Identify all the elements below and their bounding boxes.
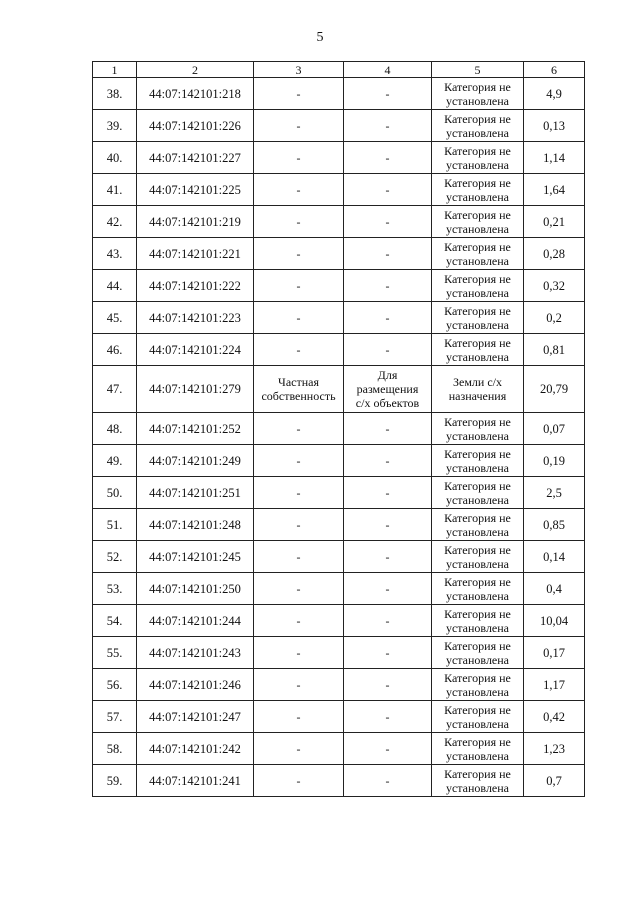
permitted-use-cell: - xyxy=(344,637,432,669)
cell-line: Частная xyxy=(278,375,319,389)
table-row xyxy=(93,334,585,366)
ownership-cell: - xyxy=(254,413,344,445)
ownership-cell: - xyxy=(254,334,344,366)
ownership-cell: - xyxy=(254,733,344,765)
ownership-cell: - xyxy=(254,110,344,142)
land-category-cell xyxy=(432,110,524,142)
land-category-cell xyxy=(432,701,524,733)
area-cell: 0,07 xyxy=(524,413,585,445)
cell-line: Категория не xyxy=(444,670,511,685)
table-row xyxy=(93,573,585,605)
row-number-cell: 59. xyxy=(93,765,137,797)
area-cell: 0,7 xyxy=(524,765,585,797)
row-number-cell: 42. xyxy=(93,206,137,238)
cell-line: размещения xyxy=(356,382,419,396)
land-category-cell xyxy=(432,669,524,701)
column-header: 2 xyxy=(137,62,254,78)
land-category-cell xyxy=(432,334,524,366)
cadastral-number-cell: 44:07:142101:241 xyxy=(137,765,254,797)
table-row xyxy=(93,366,585,413)
cadastral-number-cell: 44:07:142101:244 xyxy=(137,605,254,637)
cadastral-number-cell: 44:07:142101:247 xyxy=(137,701,254,733)
area-cell: 0,14 xyxy=(524,541,585,573)
row-number-cell: 38. xyxy=(93,78,137,110)
ownership-cell: - xyxy=(254,701,344,733)
row-number-cell: 40. xyxy=(93,142,137,174)
area-cell: 0,13 xyxy=(524,110,585,142)
column-header: 4 xyxy=(344,62,432,78)
table-row xyxy=(93,238,585,270)
cell-line: назначения xyxy=(448,389,507,403)
area-cell: 0,28 xyxy=(524,238,585,270)
ownership-cell: - xyxy=(254,669,344,701)
row-number-cell: 46. xyxy=(93,334,137,366)
cadastral-number-cell: 44:07:142101:227 xyxy=(137,142,254,174)
cell-line: установлена xyxy=(445,492,510,507)
cadastral-number-cell: 44:07:142101:243 xyxy=(137,637,254,669)
cadastral-number-cell: 44:07:142101:251 xyxy=(137,477,254,509)
land-category-cell xyxy=(432,174,524,206)
cell-line: Категория не xyxy=(444,303,511,318)
area-cell: 2,5 xyxy=(524,477,585,509)
ownership-cell: - xyxy=(254,238,344,270)
cell-line: Категория не xyxy=(444,239,511,254)
table-row xyxy=(93,509,585,541)
cell-line: Категория не xyxy=(444,271,511,286)
cell-line: установлена xyxy=(445,157,510,172)
land-category-cell xyxy=(432,302,524,334)
cadastral-number-cell: 44:07:142101:226 xyxy=(137,110,254,142)
land-plots-table xyxy=(92,61,585,797)
table-row xyxy=(93,765,585,797)
cell-line: Категория не xyxy=(444,510,511,525)
area-cell: 10,04 xyxy=(524,605,585,637)
row-number-cell: 54. xyxy=(93,605,137,637)
area-cell: 0,42 xyxy=(524,701,585,733)
permitted-use-cell: - xyxy=(344,206,432,238)
table-row xyxy=(93,733,585,765)
row-number-cell: 39. xyxy=(93,110,137,142)
cell-line: установлена xyxy=(445,125,510,140)
cell-line: Категория не xyxy=(444,446,511,461)
ownership-cell: - xyxy=(254,174,344,206)
cadastral-number-cell: 44:07:142101:250 xyxy=(137,573,254,605)
cell-line: установлена xyxy=(445,684,510,699)
cell-line: установлена xyxy=(445,317,510,332)
row-number-cell: 56. xyxy=(93,669,137,701)
cell-line: установлена xyxy=(445,556,510,571)
row-number-cell: 43. xyxy=(93,238,137,270)
area-cell: 4,9 xyxy=(524,78,585,110)
cadastral-number-cell: 44:07:142101:223 xyxy=(137,302,254,334)
cell-line: Категория не xyxy=(444,702,511,717)
ownership-cell: - xyxy=(254,302,344,334)
land-category-cell xyxy=(432,78,524,110)
land-category-cell xyxy=(432,541,524,573)
cell-line: Категория не xyxy=(444,143,511,158)
ownership-cell: - xyxy=(254,445,344,477)
land-category-cell xyxy=(432,445,524,477)
cell-line: Для xyxy=(377,368,398,382)
cell-line: установлена xyxy=(445,748,510,763)
table-row xyxy=(93,637,585,669)
cell-line: установлена xyxy=(445,189,510,204)
cell-line: Категория не xyxy=(444,207,511,222)
area-cell: 0,2 xyxy=(524,302,585,334)
cell-line: установлена xyxy=(445,588,510,603)
area-cell: 0,17 xyxy=(524,637,585,669)
cell-line: Категория не xyxy=(444,478,511,493)
ownership-cell: - xyxy=(254,78,344,110)
cell-line: установлена xyxy=(445,221,510,236)
cadastral-number-cell: 44:07:142101:219 xyxy=(137,206,254,238)
land-category-cell xyxy=(432,270,524,302)
land-category-cell xyxy=(432,509,524,541)
cadastral-number-cell: 44:07:142101:218 xyxy=(137,78,254,110)
cell-line: установлена xyxy=(445,620,510,635)
land-category-cell xyxy=(432,733,524,765)
cadastral-number-cell: 44:07:142101:248 xyxy=(137,509,254,541)
cell-line: Категория не xyxy=(444,638,511,653)
row-number-cell: 57. xyxy=(93,701,137,733)
cell-line: установлена xyxy=(445,716,510,731)
ownership-cell: - xyxy=(254,765,344,797)
table-row xyxy=(93,302,585,334)
land-category-cell xyxy=(432,366,524,413)
ownership-cell: - xyxy=(254,477,344,509)
ownership-cell: - xyxy=(254,206,344,238)
cell-line: Категория не xyxy=(444,335,511,350)
cadastral-number-cell: 44:07:142101:222 xyxy=(137,270,254,302)
cadastral-number-cell: 44:07:142101:242 xyxy=(137,733,254,765)
permitted-use-cell: - xyxy=(344,413,432,445)
cell-line: установлена xyxy=(445,428,510,443)
cell-line: Категория не xyxy=(444,111,511,126)
table-row xyxy=(93,142,585,174)
permitted-use-cell: - xyxy=(344,238,432,270)
page-number: 5 xyxy=(316,30,324,45)
permitted-use-cell: - xyxy=(344,733,432,765)
table-row xyxy=(93,541,585,573)
row-number-cell: 45. xyxy=(93,302,137,334)
permitted-use-cell: - xyxy=(344,142,432,174)
area-cell: 1,17 xyxy=(524,669,585,701)
area-cell: 20,79 xyxy=(524,366,585,413)
row-number-cell: 52. xyxy=(93,541,137,573)
land-category-cell xyxy=(432,142,524,174)
permitted-use-cell: - xyxy=(344,509,432,541)
permitted-use-cell: - xyxy=(344,701,432,733)
land-category-cell xyxy=(432,206,524,238)
cell-line: Категория не xyxy=(444,175,511,190)
row-number-cell: 58. xyxy=(93,733,137,765)
column-header: 6 xyxy=(524,62,585,78)
row-number-cell: 48. xyxy=(93,413,137,445)
permitted-use-cell xyxy=(344,366,432,413)
permitted-use-cell: - xyxy=(344,110,432,142)
permitted-use-cell: - xyxy=(344,765,432,797)
permitted-use-cell: - xyxy=(344,669,432,701)
column-header: 5 xyxy=(432,62,524,78)
land-category-cell xyxy=(432,765,524,797)
table-row xyxy=(93,445,585,477)
row-number-cell: 41. xyxy=(93,174,137,206)
ownership-cell: - xyxy=(254,573,344,605)
area-cell: 0,4 xyxy=(524,573,585,605)
permitted-use-cell: - xyxy=(344,270,432,302)
permitted-use-cell: - xyxy=(344,541,432,573)
land-category-cell xyxy=(432,605,524,637)
ownership-cell: - xyxy=(254,637,344,669)
cell-line: установлена xyxy=(445,285,510,300)
cell-line: установлена xyxy=(445,780,510,795)
row-number-cell: 53. xyxy=(93,573,137,605)
cell-line: с/х объектов xyxy=(355,396,420,410)
ownership-cell: - xyxy=(254,541,344,573)
cell-line: установлена xyxy=(445,524,510,539)
area-cell: 0,32 xyxy=(524,270,585,302)
cadastral-number-cell: 44:07:142101:252 xyxy=(137,413,254,445)
area-cell: 0,81 xyxy=(524,334,585,366)
row-number-cell: 47. xyxy=(93,366,137,413)
cell-line: Земли с/х xyxy=(452,375,502,389)
table-row xyxy=(93,477,585,509)
table-header-row xyxy=(93,62,585,78)
land-category-cell xyxy=(432,238,524,270)
area-cell: 1,64 xyxy=(524,174,585,206)
row-number-cell: 49. xyxy=(93,445,137,477)
cell-line: Категория не xyxy=(444,414,511,429)
land-category-cell xyxy=(432,573,524,605)
permitted-use-cell: - xyxy=(344,334,432,366)
table-row xyxy=(93,206,585,238)
table-row xyxy=(93,413,585,445)
row-number-cell: 50. xyxy=(93,477,137,509)
cell-line: установлена xyxy=(445,93,510,108)
area-cell: 1,23 xyxy=(524,733,585,765)
table-row xyxy=(93,270,585,302)
cell-line: установлена xyxy=(445,652,510,667)
cell-line: установлена xyxy=(445,460,510,475)
cadastral-number-cell: 44:07:142101:221 xyxy=(137,238,254,270)
cadastral-number-cell: 44:07:142101:225 xyxy=(137,174,254,206)
cell-line: установлена xyxy=(445,349,510,364)
column-header: 3 xyxy=(254,62,344,78)
cell-line: Категория не xyxy=(444,734,511,749)
cadastral-number-cell: 44:07:142101:224 xyxy=(137,334,254,366)
table-row xyxy=(93,78,585,110)
land-category-cell xyxy=(432,637,524,669)
cell-line: Категория не xyxy=(444,79,511,94)
cell-line: собственность xyxy=(261,389,336,403)
permitted-use-cell: - xyxy=(344,605,432,637)
cell-line: Категория не xyxy=(444,542,511,557)
land-category-cell xyxy=(432,477,524,509)
row-number-cell: 44. xyxy=(93,270,137,302)
cadastral-number-cell: 44:07:142101:245 xyxy=(137,541,254,573)
cell-line: Категория не xyxy=(444,766,511,781)
table-row xyxy=(93,174,585,206)
ownership-cell: - xyxy=(254,270,344,302)
land-category-cell xyxy=(432,413,524,445)
cadastral-number-cell: 44:07:142101:279 xyxy=(137,366,254,413)
table-row xyxy=(93,701,585,733)
cadastral-number-cell: 44:07:142101:249 xyxy=(137,445,254,477)
row-number-cell: 51. xyxy=(93,509,137,541)
ownership-cell: - xyxy=(254,605,344,637)
permitted-use-cell: - xyxy=(344,477,432,509)
row-number-cell: 55. xyxy=(93,637,137,669)
area-cell: 0,19 xyxy=(524,445,585,477)
cadastral-number-cell: 44:07:142101:246 xyxy=(137,669,254,701)
cell-line: Категория не xyxy=(444,606,511,621)
permitted-use-cell: - xyxy=(344,174,432,206)
area-cell: 0,21 xyxy=(524,206,585,238)
permitted-use-cell: - xyxy=(344,78,432,110)
cell-line: установлена xyxy=(445,253,510,268)
permitted-use-cell: - xyxy=(344,302,432,334)
permitted-use-cell: - xyxy=(344,573,432,605)
ownership-cell: - xyxy=(254,509,344,541)
permitted-use-cell: - xyxy=(344,445,432,477)
area-cell: 1,14 xyxy=(524,142,585,174)
column-header: 1 xyxy=(93,62,137,78)
table-row xyxy=(93,605,585,637)
table-row xyxy=(93,669,585,701)
area-cell: 0,85 xyxy=(524,509,585,541)
cell-line: Категория не xyxy=(444,574,511,589)
ownership-cell xyxy=(254,366,344,413)
ownership-cell: - xyxy=(254,142,344,174)
table-row xyxy=(93,110,585,142)
